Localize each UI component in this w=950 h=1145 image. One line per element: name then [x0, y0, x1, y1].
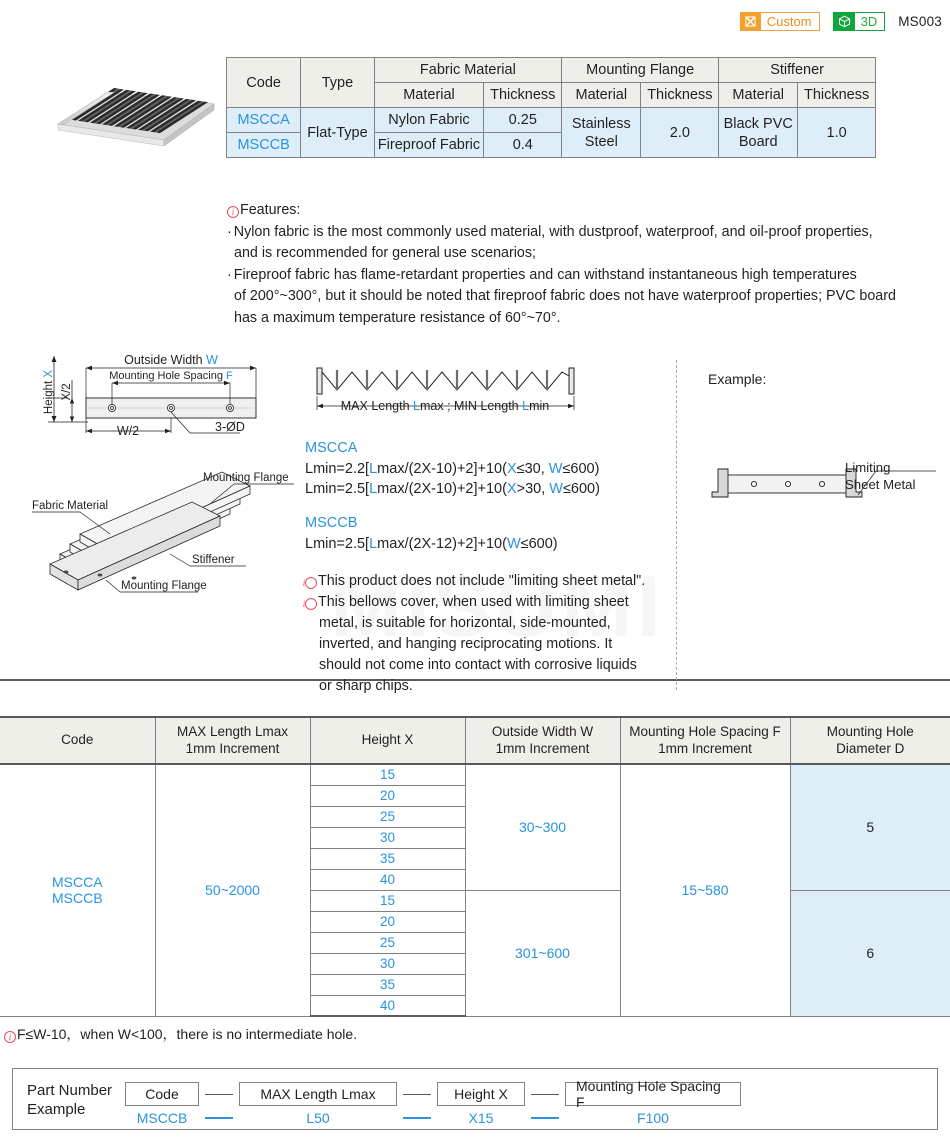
pne-dash-blue [205, 1117, 233, 1119]
dims-hole-spacing: 15~580 [620, 764, 790, 1016]
spec-header-type: Type [301, 58, 374, 108]
label-stiffener: Stiffener [192, 554, 235, 566]
dims-max-length: 50~2000 [155, 764, 310, 1016]
note-2-line-2: metal, is suitable for horizontal, side-mounted, [319, 615, 611, 631]
pne-box-max-length: MAX Length Lmax [239, 1082, 397, 1106]
dims-height-value: 40 [310, 995, 465, 1016]
dims-height-value: 20 [310, 785, 465, 806]
svg-text:Outside Width W: Outside Width W [124, 353, 218, 367]
features-line-5: has a maximum temperature resistance of 60°~70°. [234, 309, 561, 326]
features-line-2: and is recommended for general use scenarios; [234, 245, 536, 261]
example-callout-line-1: Limiting [845, 460, 891, 475]
note-1: This product does not include "limiting sheet metal". [318, 573, 646, 589]
pne-dash-blue [403, 1117, 431, 1119]
svg-text:Mounting Hole Spacing F: Mounting Hole Spacing F [109, 370, 233, 382]
dims-width-group-2: 301~600 [465, 890, 620, 1016]
svg-text:X/2: X/2 [61, 383, 73, 401]
spec-header-stiffener: Stiffener [719, 58, 876, 83]
svg-text:Height X: Height X [43, 369, 55, 415]
dims-diameter-group-2: 6 [790, 890, 950, 1016]
footnote-text: F≤W-10，when W<100，there is no intermediate hole. [17, 1026, 358, 1042]
isometric-drawing [18, 462, 303, 602]
dims-height-value: 30 [310, 827, 465, 848]
pne-value-height: X15 [468, 1110, 494, 1126]
info-icon: i [305, 577, 317, 589]
svg-text:MAX Length Lmax ; MIN Length L: MAX Length Lmax ; MIN Length Lmin [340, 399, 550, 413]
dims-height-value: 20 [310, 911, 465, 932]
spec-fabric-material-b: Fireproof Fabric [374, 133, 484, 158]
dims-height-value: 25 [310, 932, 465, 953]
note-2-line-5: or sharp chips. [319, 678, 413, 694]
dims-diameter-group-1: 5 [790, 764, 950, 890]
note-2-line-3: inverted, and hanging reciprocating motions. It [319, 636, 613, 652]
three-d-badge[interactable] [833, 12, 886, 31]
dims-width-group-1: 30~300 [465, 764, 620, 890]
part-number-example [12, 1068, 938, 1130]
dims-header-outside-width: Outside Width W 1mm Increment [465, 717, 620, 764]
spec-header-code: Code [227, 58, 301, 108]
svg-text:3-ØD: 3-ØD [215, 420, 245, 434]
pne-box-code: Code [125, 1082, 199, 1106]
note-2-line-4: should not come into contact with corrosive liquids [319, 657, 637, 673]
features-line-3: Fireproof fabric has flame-retardant properties and can withstand instantaneous high temperatures [233, 266, 857, 283]
info-icon: i [227, 206, 239, 218]
svg-text:W/2: W/2 [116, 424, 140, 438]
dims-header-hole-diameter: Mounting Hole Diameter D [790, 717, 950, 764]
pne-dash-blue [531, 1117, 559, 1119]
dims-height-value: 15 [310, 764, 465, 785]
page-code: MS003 [898, 14, 942, 29]
dimensions-table [0, 716, 950, 1017]
features-line-4: of 200°~300°, but it should be noted that fireproof fabric does not have waterproof properties; PVC board [234, 288, 896, 304]
dims-height-value: 35 [310, 848, 465, 869]
cube-icon [834, 13, 855, 30]
spec-header-fabric-material: Fabric Material [374, 58, 562, 83]
label-mounting-flange-bottom: Mounting Flange [121, 580, 207, 592]
spec-type: Flat-Type [301, 108, 374, 158]
label-mounting-flange-top: Mounting Flange [203, 472, 289, 484]
dims-height-value: 30 [310, 953, 465, 974]
info-icon: i [305, 598, 317, 610]
spec-code-mscca: MSCCA [227, 108, 301, 133]
formula-title-msccb: MSCCB [305, 515, 358, 531]
spec-subheader-flange-thickness: Thickness [641, 83, 719, 108]
pne-box-hole-spacing: Mounting Hole Spacing F [565, 1082, 741, 1106]
custom-pattern-icon [741, 13, 761, 30]
product-photo [46, 62, 221, 162]
custom-badge[interactable] [740, 12, 820, 31]
spec-stiffener-thickness: 1.0 [798, 108, 876, 158]
specification-table [226, 57, 876, 158]
spec-header-mounting-flange: Mounting Flange [562, 58, 719, 83]
formula-mscca-line-1: Lmin=2.2[Lmax/(2X-10)+2]+10(X≤30, W≤600) [305, 461, 600, 477]
pne-value-code: MSCCB [136, 1110, 188, 1126]
pne-dash [403, 1094, 431, 1095]
custom-badge-label: Custom [766, 14, 812, 29]
spec-subheader-fabric-material: Material [374, 83, 484, 108]
formula-block [305, 438, 665, 554]
part-number-boxes [125, 1078, 741, 1110]
info-icon: i [4, 1031, 16, 1043]
spec-fabric-material-a: Nylon Fabric [374, 108, 484, 133]
dims-header-max-length: MAX Length Lmax 1mm Increment [155, 717, 310, 764]
features-line-1: Nylon fabric is the most commonly used material, with dustproof, waterproof, and oil-proof properties, [233, 223, 873, 240]
dims-header-hole-spacing: Mounting Hole Spacing F 1mm Increment [620, 717, 790, 764]
dims-height-value: 15 [310, 890, 465, 911]
part-number-example-label: Part Number Example [27, 1082, 113, 1118]
part-number-values [125, 1110, 741, 1126]
pne-value-max-length: L50 [306, 1110, 330, 1126]
table-row [227, 108, 876, 133]
spec-subheader-fabric-thickness: Thickness [484, 83, 562, 108]
spec-code-msccb: MSCCB [227, 133, 301, 158]
dims-height-value: 35 [310, 974, 465, 995]
spec-flange-thickness: 2.0 [641, 108, 719, 158]
pne-box-height: Height X [437, 1082, 525, 1106]
spec-flange-material: Stainless Steel [562, 108, 641, 158]
dims-height-value: 40 [310, 869, 465, 890]
pne-value-hole-spacing: F100 [637, 1110, 669, 1126]
spec-fabric-thickness-b: 0.4 [484, 133, 562, 158]
dims-height-value: 25 [310, 806, 465, 827]
formula-mscca-line-2: Lmin=2.5[Lmax/(2X-10)+2]+10(X>30, W≤600) [305, 481, 600, 497]
header-badge-bar [740, 12, 942, 31]
example-title: Example: [708, 371, 767, 387]
label-fabric-material: Fabric Material [32, 500, 109, 512]
formula-msccb-line-1: Lmin=2.5[Lmax/(2X-12)+2]+10(W≤600) [305, 536, 558, 552]
dims-header-height: Height X [310, 717, 465, 764]
profile-drawing [305, 360, 590, 415]
formula-title-mscca: MSCCA [305, 440, 358, 456]
product-overview-section [0, 38, 950, 694]
spec-stiffener-material: Black PVC Board [719, 108, 798, 158]
dims-code-cell: MSCCA MSCCB [0, 764, 155, 1016]
spec-subheader-stiffener-thickness: Thickness [798, 83, 876, 108]
features-block: i Features: · Nylon fabric is the most commonly used material, with dustproof, waterproof, and oil-proof properties, and is recommended for general use scenarios; · Fireproof fabric has flame-retardant properties and can withstand instantaneous high temperatures of 200°~300°, but it should be noted that fireproof fabric does not have waterproof properties; PVC board has a maximum temperature resistance of 60°~70°. [227, 202, 896, 326]
note-2-line-1: This bellows cover, when used with limiting sheet [318, 594, 629, 610]
three-d-badge-label: 3D [860, 14, 878, 29]
table-row [0, 764, 950, 785]
dims-header-code: Code [0, 717, 155, 764]
pne-dash [205, 1094, 233, 1095]
spec-fabric-thickness-a: 0.25 [484, 108, 562, 133]
features-title: Features: [240, 202, 301, 218]
example-callout-line-2: Sheet Metal [845, 476, 916, 492]
footnote [4, 1024, 357, 1044]
vertical-divider [676, 360, 677, 690]
spec-subheader-stiffener-material: Material [719, 83, 798, 108]
dimension-drawing [18, 336, 298, 446]
pne-dash [531, 1094, 559, 1095]
example-callout [845, 460, 915, 493]
notes-block [302, 571, 665, 697]
spec-subheader-flange-material: Material [562, 83, 641, 108]
